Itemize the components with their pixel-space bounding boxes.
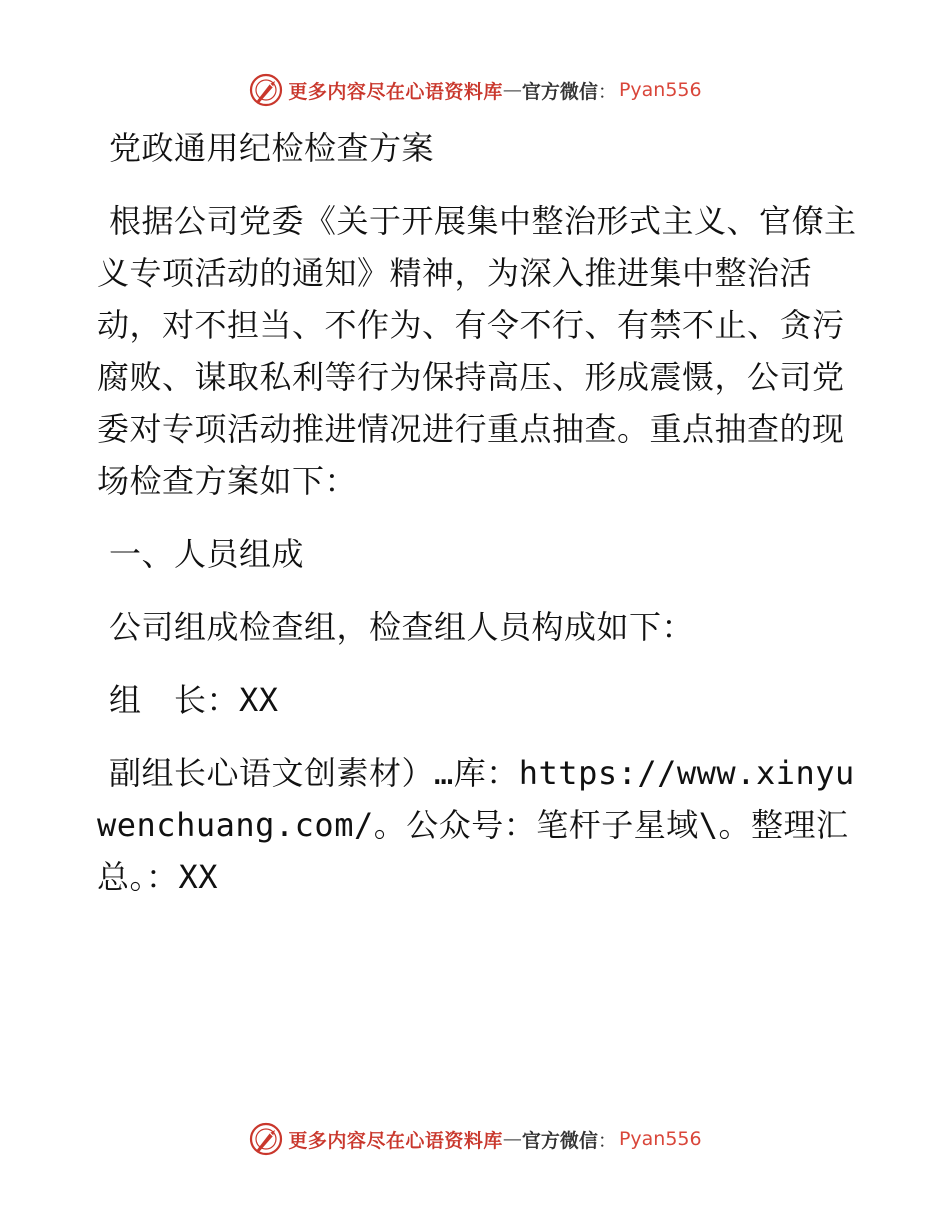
- deputy-leader-paragraph: 副组长心语文创素材）…库：https://www.xinyuwenchuang.com/。公众号：笔杆子星域\。整理汇总。：XX: [97, 754, 855, 896]
- banner-colon: ：: [597, 80, 617, 103]
- pen-logo-icon: [248, 1121, 284, 1157]
- intro-paragraph: 根据公司党委《关于开展集中整治形式主义、官僚主义专项活动的通知》精神，为深入推进集中整治活动，对不担当、不作为、有令不行、有禁不止、贪污腐败、谋取私利等行为保持高压、形成震慑，公司党委对专项活动推进情况进行重点抽查。重点抽查的现场检查方案如下：: [97, 202, 857, 500]
- banner-wechat-id: Pyan556: [618, 1128, 702, 1150]
- banner-main-text: 更多内容尽在心语资料库: [288, 1129, 503, 1152]
- banner-colon: ：: [597, 1129, 617, 1152]
- document-title: 党政通用纪检检查方案: [109, 129, 435, 167]
- banner-separator: —: [502, 79, 522, 101]
- banner-wechat-label: 官方微信: [521, 1129, 598, 1152]
- banner-main-text: 更多内容尽在心语资料库: [288, 80, 503, 103]
- banner-wechat-id: Pyan556: [618, 79, 702, 101]
- composition-line: 公司组成检查组，检查组人员构成如下：: [109, 608, 695, 646]
- section-heading-personnel: 一、人员组成: [109, 535, 305, 573]
- banner-separator: —: [502, 1128, 522, 1150]
- banner-wechat-label: 官方微信: [521, 80, 598, 103]
- document-body: [97, 122, 867, 903]
- footer-banner: [0, 1119, 950, 1159]
- header-banner: [0, 70, 950, 110]
- pen-logo-icon: [248, 72, 284, 108]
- leader-line: 组 长：XX: [109, 681, 279, 719]
